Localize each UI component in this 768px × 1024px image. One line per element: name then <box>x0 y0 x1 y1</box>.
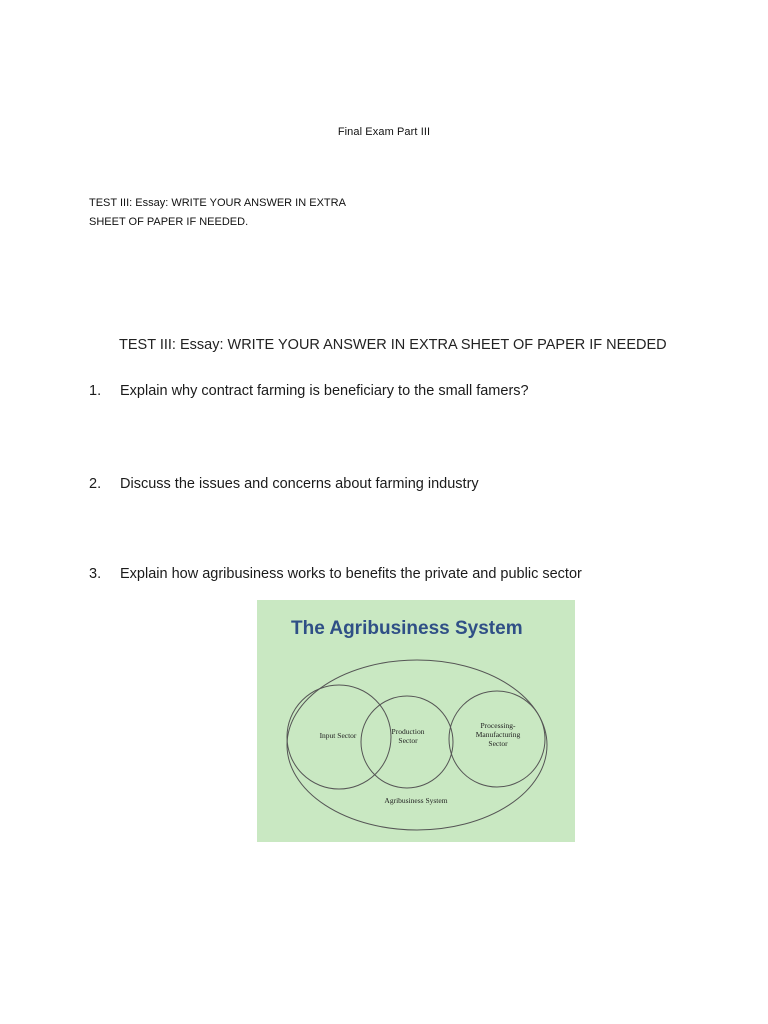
question-2 <box>89 476 479 492</box>
page-title: Final Exam Part III <box>337 126 431 138</box>
question-number: 3. <box>89 566 102 582</box>
production-sector-label <box>383 727 433 745</box>
intro-text <box>89 194 346 232</box>
question-1 <box>89 383 529 399</box>
question-text: Explain how agribusiness works to benefits the private and public sector <box>120 566 582 582</box>
question-number: 1. <box>89 383 102 399</box>
intro-line-1: TEST III: Essay: WRITE YOUR ANSWER IN EXTRA <box>89 197 346 209</box>
processing-line-2: Manufacturing <box>475 730 521 739</box>
processing-line-3: Sector <box>488 739 508 748</box>
intro-line-2: SHEET OF PAPER IF NEEDED. <box>89 216 249 228</box>
production-line-2: Sector <box>398 736 418 745</box>
question-3 <box>89 566 582 582</box>
scan-heading: TEST III: Essay: WRITE YOUR ANSWER IN EXTRA SHEET OF PAPER IF NEEDED <box>119 337 667 353</box>
question-text: Explain why contract farming is beneficiary to the small famers? <box>120 383 529 399</box>
processing-sector-label <box>463 721 533 748</box>
agribusiness-system-label: Agribusiness System <box>384 796 448 805</box>
processing-line-1: Processing- <box>480 721 516 730</box>
question-text: Discuss the issues and concerns about farming industry <box>120 476 479 492</box>
question-number: 2. <box>89 476 102 492</box>
agribusiness-diagram <box>257 600 575 842</box>
production-line-1: Production <box>391 727 425 736</box>
input-sector-label: Input Sector <box>319 731 357 740</box>
diagram-title: The Agribusiness System <box>291 618 523 639</box>
